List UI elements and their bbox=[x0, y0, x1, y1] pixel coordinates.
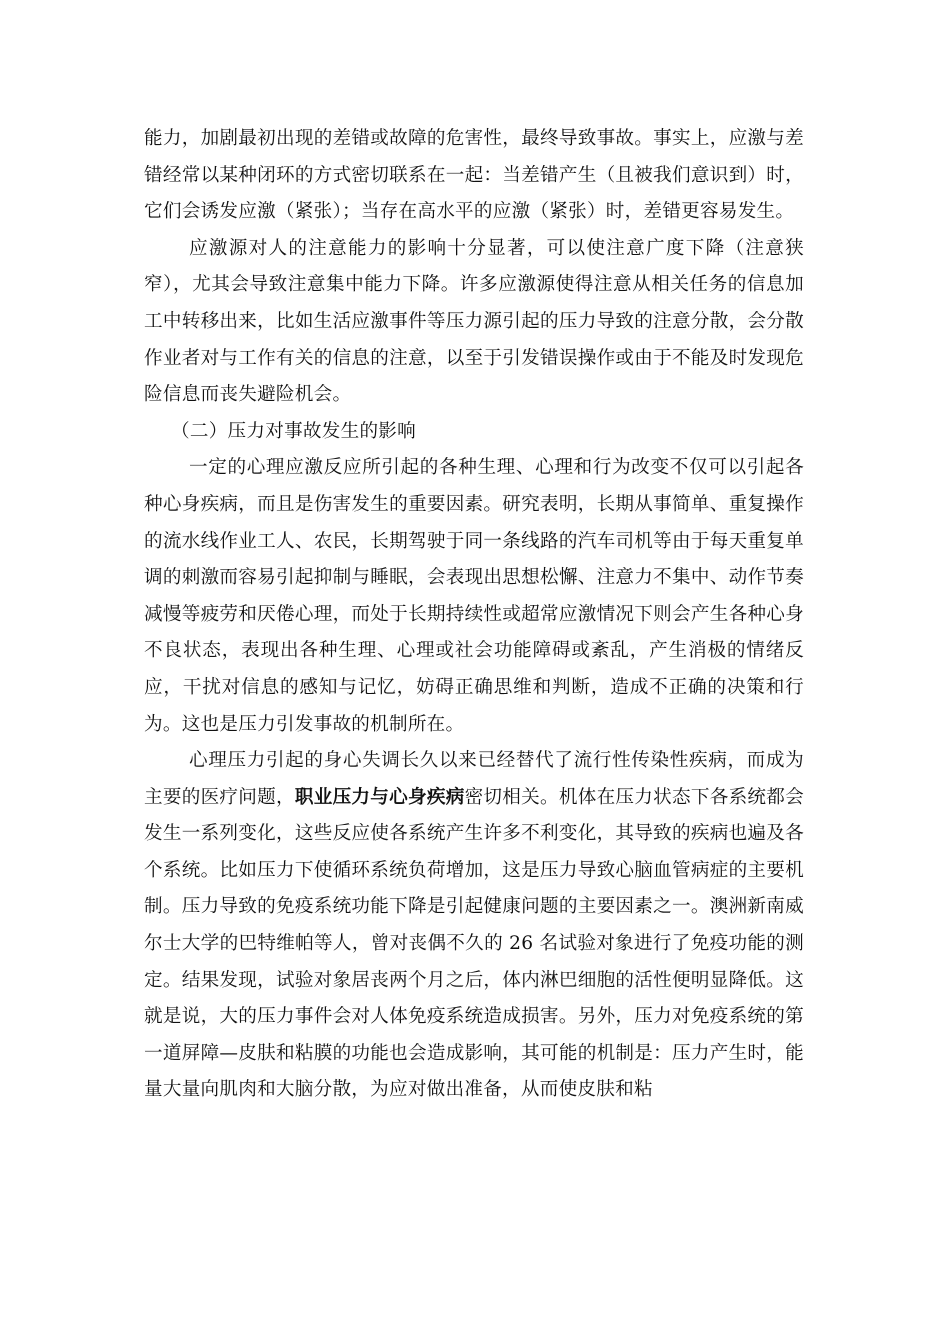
paragraph-stress-error-loop: 能力，加剧最初出现的差错或故障的危害性，最终导致事故。事实上，应激与差错经常以某种闭环的方式密切联系在一起：当差错产生（且被我们意识到）时，它们会诱发应激（紧张）；当存在高水平的应激（紧张）时，差错更容易发生。 bbox=[144, 128, 804, 223]
paragraph-text-rest: 密切相关。机体在压力状态下各系统都会发生一系列变化，这些反应使各系统产生许多不利变化，其导致的疾病也遍及各个系统。比如压力下使循环系统负荷增加，这是压力导致心脑血管病症的主要机制。压力导致的免疫系统功能下降是引起健康问题的主要因素之一。澳洲新南威尔士大学的巴特维帕等人，曾对丧偶不久的 26 名试验对象进行了免疫功能的测定。结果发现，试验对象居丧两个月之后，体内淋巴细胞的活性便明显降低。这就是说，大的压力事件会对人体免疫系统造成损害。另外，压力对免疫系统的第一道屏障—皮肤和粘膜的功能也会造成影响，其可能的机制是：压力产生时，能量大量向肌肉和大脑分散，为应对做出准备，从而使皮肤和粘 bbox=[144, 786, 804, 1101]
paragraph-attention-effects: 应激源对人的注意能力的影响十分显著，可以使注意广度下降（注意狭窄），尤其会导致注意集中能力下降。许多应激源使得注意从相关任务的信息加工中转移出来，比如生活应激事件等压力源引起的压力导致的注意分散，会分散作业者对与工作有关的信息的注意，以至于引发错误操作或由于不能及时发现危险信息而丧失避险机会。 bbox=[144, 237, 804, 406]
section-heading: （二）压力对事故发生的影响 bbox=[171, 420, 416, 442]
bold-phrase: 职业压力与心身疾病 bbox=[294, 786, 465, 808]
paragraph-psychosomatic-disease bbox=[144, 743, 804, 1109]
paragraph-text-start: 心理压力引起的身心失调长久以来已经替代了流行性传染性疾病，而成为主要的医疗问题， bbox=[144, 750, 804, 808]
paragraph-stress-accidents: 一定的心理应激反应所引起的各种生理、心理和行为改变不仅可以引起各种心身疾病，而且是伤害发生的重要因素。研究表明，长期从事简单、重复操作的流水线作业工人、农民，长期驾驶于同一条线路的汽车司机等由于每天重复单调的刺激而容易引起抑制与睡眠，会表现出思想松懈、注意力不集中、动作节奏减慢等疲劳和厌倦心理，而处于长期持续性或超常应激情况下则会产生各种心身不良状态，表现出各种生理、心理或社会功能障碍或紊乱，产生消极的情绪反应，干扰对信息的感知与记忆，妨碍正确思维和判断，造成不正确的决策和行为。这也是压力引发事故的机制所在。 bbox=[144, 457, 804, 735]
document-page bbox=[144, 121, 804, 1109]
